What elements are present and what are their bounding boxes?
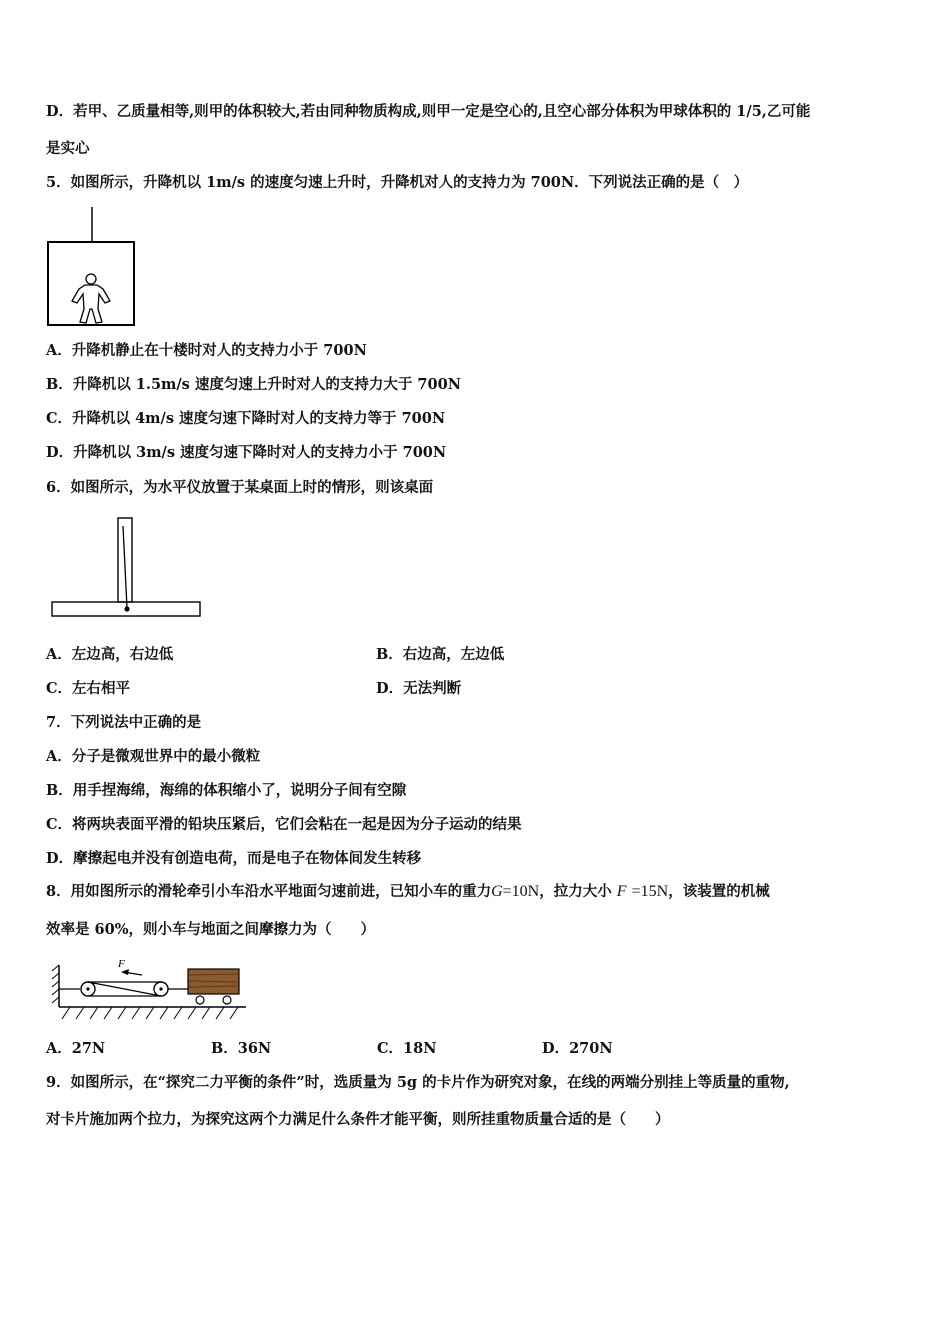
q8-stem-line1 xyxy=(46,882,770,902)
q6-option-a: A．左边高，右边低 xyxy=(46,646,174,663)
q4-option-d-line2: 是实心 xyxy=(46,140,90,157)
q8-g-value: =10N xyxy=(502,883,540,900)
q6-option-d: D．无法判断 xyxy=(376,680,462,697)
q5-option-b: B．升降机以 1.5m/s 速度匀速上升时对人的支持力大于 700N xyxy=(46,376,461,393)
person-figure xyxy=(72,274,110,323)
q8-stem-part2: ，拉力大小 xyxy=(539,883,612,900)
q5-option-d: D．升降机以 3m/s 速度匀速下降时对人的支持力小于 700N xyxy=(46,444,447,461)
q8-option-c: C．18N xyxy=(377,1040,437,1057)
q8-option-d: D．270N xyxy=(542,1040,613,1057)
q8-f-symbol: F xyxy=(616,883,627,900)
q5-stem: 5．如图所示，升降机以 1m/s 的速度匀速上升时，升降机对人的支持力为 700N．下列说法正确的是（ ） xyxy=(46,174,749,191)
q6-option-c: C．左右相平 xyxy=(46,680,131,697)
q5-option-a: A．升降机静止在十楼时对人的支持力小于 700N xyxy=(46,342,367,359)
q9-stem-line2: 对卡片施加两个拉力，为探究这两个力满足什么条件才能平衡，则所挂重物质量合适的是（ ） xyxy=(46,1111,670,1128)
q7-option-a: A．分子是微观世界中的最小微粒 xyxy=(46,748,261,765)
q8-option-b: B．36N xyxy=(211,1040,272,1057)
q7-option-c: C．将两块表面平滑的铅块压紧后，它们会粘在一起是因为分子运动的结果 xyxy=(46,816,522,833)
level-figure xyxy=(48,514,208,620)
q9-stem-line1: 9．如图所示，在“探究二力平衡的条件”时，选质量为 5g 的卡片作为研究对象，在线的两端分别挂上等质量的重物, xyxy=(46,1074,790,1091)
q6-stem: 6．如图所示，为水平仪放置于某桌面上时的情形，则该桌面 xyxy=(46,479,434,496)
q6-option-b: B．右边高，左边低 xyxy=(376,646,505,663)
q7-option-d: D．摩擦起电并没有创造电荷，而是电子在物体间发生转移 xyxy=(46,850,422,867)
pulley-cart-figure xyxy=(50,955,250,1025)
q8-stem-part1: 8．用如图所示的滑轮牵引小车沿水平地面匀速前进，已知小车的重力 xyxy=(46,883,492,900)
elevator-figure xyxy=(44,205,144,330)
q8-option-a: A．27N xyxy=(46,1040,106,1057)
q8-g-symbol: G xyxy=(491,883,503,900)
q4-option-d-line1: D．若甲、乙质量相等,则甲的体积较大,若由同种物质构成,则甲一定是空心的,且空心部分体积为甲球体积的 1/5,乙可能 xyxy=(46,103,811,120)
q8-stem-part3: ，该装置的机械 xyxy=(668,883,770,900)
q7-stem: 7．下列说法中正确的是 xyxy=(46,714,202,731)
q7-option-b: B．用手捏海绵，海绵的体积缩小了，说明分子间有空隙 xyxy=(46,782,407,799)
q8-stem-line2: 效率是 60%，则小车与地面之间摩擦力为（ ） xyxy=(46,921,376,938)
q8-f-value: =15N xyxy=(631,883,669,900)
force-label: F xyxy=(118,958,125,970)
q5-option-c: C．升降机以 4m/s 速度匀速下降时对人的支持力等于 700N xyxy=(46,410,446,427)
